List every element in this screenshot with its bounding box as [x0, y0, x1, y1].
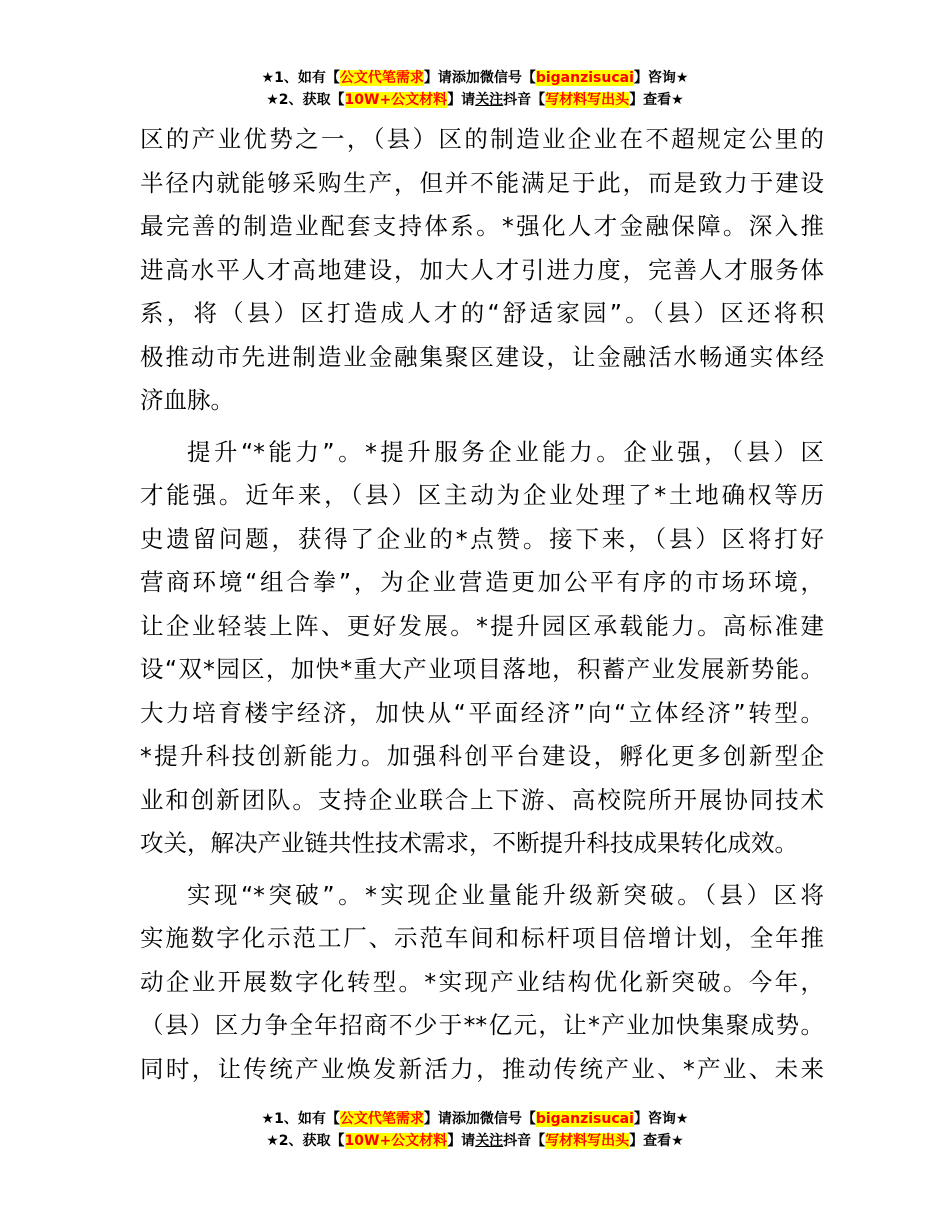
text-line: 最完善的制造业配套支持体系。*强化人才金融保障。深入推 — [140, 212, 824, 240]
paragraph-spacer — [140, 423, 824, 431]
text-line: 系，将（县）区打造成人才的“舒适家园”。（县）区还将积 — [140, 299, 824, 327]
banner-highlight: 写材料写出头 — [545, 1133, 630, 1149]
text-line: 营商环境“组合拳”，为企业营造更加公平有序的市场环境， — [140, 568, 824, 596]
text-line: 让企业轻装上阵、更好发展。*提升园区承载能力。高标准建 — [140, 611, 824, 640]
banner-highlight: 公文代笔需求 — [339, 70, 424, 86]
paragraph-3 — [140, 874, 824, 1092]
text-line: 攻关，解决产业链共性技术需求，不断提升科技成果转化成效。 — [140, 829, 798, 857]
banner-text: 抖音【 — [503, 1133, 546, 1149]
text-line: *提升科技创新能力。加强科创平台建设，孵化更多创新型企 — [140, 742, 824, 770]
banner-line-1 — [0, 1108, 950, 1130]
banner-text: 】请添加微信号【 — [423, 70, 536, 86]
text-line: 提升“*能力”。*提升服务企业能力。企业强，（县）区 — [187, 437, 824, 466]
text-line: 实现“*突破”。*实现企业量能升级新突破。（县）区将 — [187, 880, 824, 909]
banner-text: 】请添加微信号【 — [423, 1111, 536, 1127]
footer-banner — [0, 1108, 950, 1152]
banner-highlight-wechat-id: biganzisucai — [535, 70, 634, 86]
paragraph-spacer — [140, 866, 824, 874]
text-line: 半径内就能够采购生产，但并不能满足于此，而是致力于建设 — [140, 168, 824, 197]
text-line: 史遗留问题，获得了企业的*点赞。接下来，（县）区将打好 — [140, 524, 824, 553]
banner-underlined-text: 关注 — [475, 1133, 504, 1149]
text-line: 极推动市先进制造业金融集聚区建设，让金融活水畅通实体经 — [140, 342, 824, 371]
text-line: 才能强。近年来，（县）区主动为企业处理了*土地确权等历 — [140, 481, 824, 509]
banner-line-2 — [0, 1130, 950, 1152]
banner-text: ★2、获取【 — [266, 1133, 345, 1149]
banner-line-1 — [0, 67, 950, 89]
banner-text: 】查看★ — [629, 92, 684, 108]
text-line: 动企业开展数字化转型。*实现产业结构优化新突破。今年， — [140, 967, 824, 996]
banner-highlight-wechat-id: biganzisucai — [535, 1111, 634, 1127]
banner-line-2 — [0, 89, 950, 111]
text-line: 同时，让传统产业焕发新活力，推动传统产业、*产业、未来 — [140, 1054, 824, 1083]
banner-text: 】请 — [447, 92, 476, 108]
banner-text: ★1、如有【 — [261, 1111, 340, 1127]
text-line: 大力培育楼宇经济，加快从“平面经济”向“立体经济”转型。 — [140, 698, 824, 727]
text-line: 进高水平人才高地建设，加大人才引进力度，完善人才服务体 — [140, 255, 824, 284]
paragraph-2 — [140, 431, 824, 866]
header-banner — [0, 67, 950, 111]
text-line: （县）区力争全年招商不少于**亿元，让*产业加快集聚成势。 — [140, 1011, 824, 1039]
paragraph-1 — [140, 118, 824, 423]
banner-highlight: 10W+公文材料 — [344, 1133, 448, 1149]
banner-text: 】咨询★ — [633, 1111, 689, 1127]
banner-text: 】咨询★ — [633, 70, 689, 86]
banner-highlight: 10W+公文材料 — [344, 92, 448, 108]
text-line: 区的产业优势之一，（县）区的制造业企业在不超规定公里的 — [140, 125, 824, 153]
text-line: 设“双*园区，加快*重大产业项目落地，积蓄产业发展新势能。 — [140, 655, 824, 683]
text-line: 实施数字化示范工厂、示范车间和标杆项目倍增计划，全年推 — [140, 924, 824, 952]
banner-highlight: 写材料写出头 — [545, 92, 630, 108]
text-line: 济血脉。 — [140, 386, 234, 414]
banner-text: ★2、获取【 — [266, 92, 345, 108]
banner-underlined-text: 关注 — [475, 92, 504, 108]
banner-text: ★1、如有【 — [261, 70, 340, 86]
banner-highlight: 公文代笔需求 — [339, 1111, 424, 1127]
document-body — [140, 118, 824, 1091]
banner-text: 】请 — [447, 1133, 476, 1149]
text-line: 业和创新团队。支持企业联合上下游、高校院所开展协同技术 — [140, 785, 824, 814]
banner-text: 抖音【 — [503, 92, 546, 108]
banner-text: 】查看★ — [629, 1133, 684, 1149]
